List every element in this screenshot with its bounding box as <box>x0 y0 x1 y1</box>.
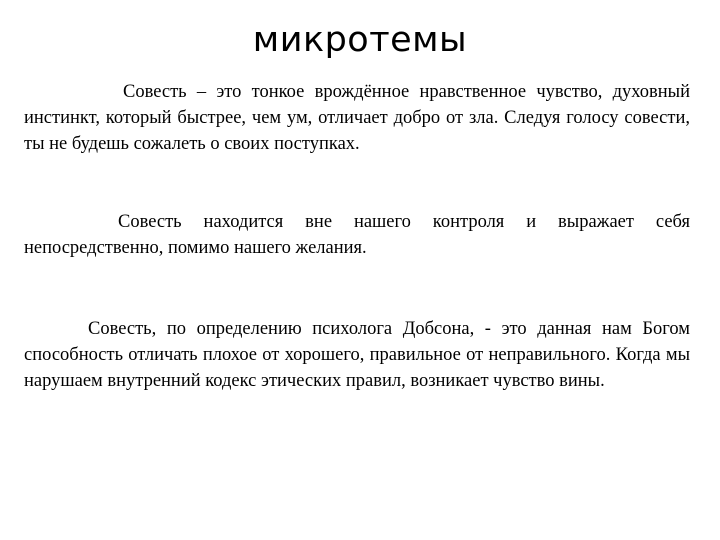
paragraph-dobson-definition: Совесть, по определению психолога Добсона, - это данная нам Богом способность отличать плохое от хорошего, правильное от неправильного. Когда мы нарушаем внутренний кодекс этических правил, возникает чувство вины. <box>24 319 690 391</box>
paragraph-conscience-definition: Совесть – это тонкое врождённое нравственное чувство, духовный инстинкт, который быстрее, чем ум, отличает добро от зла. Следуя голосу совести, ты не будешь сожалеть о своих поступках. <box>24 82 690 154</box>
slide-title: микротемы <box>252 20 468 60</box>
paragraph-conscience-control: Совесть находится вне нашего контроля и выражает себя непосредственно, помимо нашего желания. <box>24 212 690 258</box>
